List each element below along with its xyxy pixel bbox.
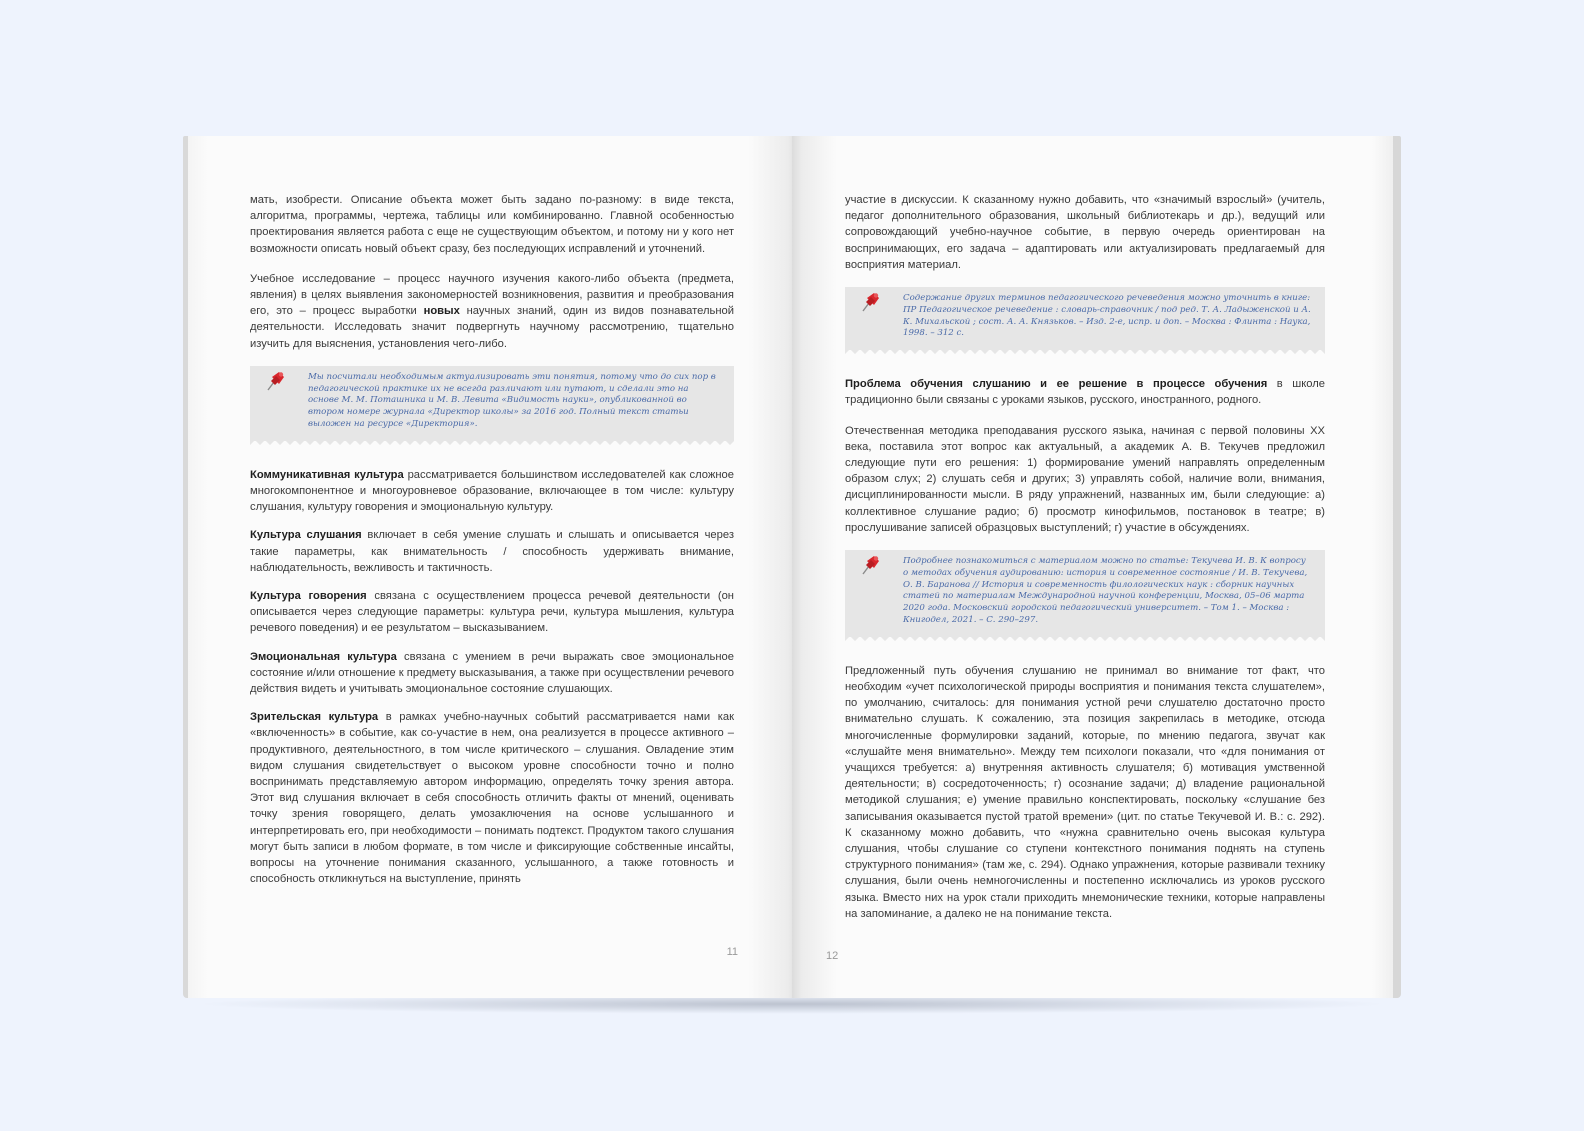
right-page (792, 136, 1401, 998)
page-number-right: 12 (826, 950, 839, 962)
term-communicative: Коммуникативная культура (250, 468, 404, 481)
definition-speaking (250, 588, 734, 637)
research-bold-word: новых (423, 305, 460, 318)
note-callout-left (250, 366, 734, 441)
pushpin-icon (262, 368, 288, 394)
definition-communicative (250, 467, 734, 516)
paragraph-discussion: участие в дискуссии. К сказанному нужно добавить, что «значимый взрослый» (учитель, педагог дополнительного образования, школьный библиотекарь и др.), ведущий или сопровождающий учебно-научное событие, в первую очередь ориентирован на воспринимающих, его задача – адаптировать или актуализировать предлагаемый для восприятия материал. (845, 194, 1325, 271)
problem-text: в школе традиционно были связаны с уроками языков, русского, иностранного, родного. (845, 378, 1325, 407)
pushpin-icon (857, 289, 883, 315)
definition-spectator (250, 709, 734, 887)
note-text-left: Мы посчитали необходимым актуализировать эти понятия, потому что до сих пор в педагогической практике их не всегда различают или путают, и сделали это на основе М. М. Поташника и М. В. Левита «Видимость науки», опубликованной во втором номере журнала «Директор школы» за 2016 год. Полный текст статьи выложен на ресурсе «Директория». (308, 371, 716, 430)
paragraph-research (250, 271, 734, 352)
note-callout-article (845, 550, 1325, 637)
definition-listening (250, 527, 734, 576)
paragraph-design-text: мать, изобрести. Описание объекта может быть задано по-разному: в виде текста, алгоритма, программы, чертежа, таблицы или комбинированно. Главной особенностью проектирования является работа с еще не существующим объектом, и потому ни у кого нет возможности описать новый объект сразу, без последующих исправлений и уточнений. (250, 194, 734, 255)
note-callout-terms (845, 287, 1325, 350)
right-page-content (845, 192, 1325, 936)
definition-text: включает в себя умение слушать и слышать и описывается через такие параметры, как внимательность / способность удерживать внимание, наблюдательность, вежливость и тактичность. (250, 529, 734, 574)
definition-text: связана с умением в речи выражать свое эмоциональное состояние и/или отношение к предмету высказывания, а также при осуществлении речевого действия видеть и учитывать эмоциональное состояние слушающих. (250, 650, 734, 696)
left-page (183, 136, 792, 998)
research-text-after: научных знаний, один из видов познавательной деятельности. Исследовать значит подвергнуть научному рассмотрению, тщательно изучить для выяснения, установления чего-либо. (250, 305, 734, 350)
paragraph-design (250, 192, 734, 257)
definition-text: в рамках учебно-научных событий рассматривается нами как «включенность» в событие, как со-участие в нем, она реализуется в процессе активного – продуктивного, деятельностного, в том числе критического – слушания. Овладение этим видом слушания свидетельствует о высоком уровне способности точно и полно воспринимать представляемую автором информацию, определять точку зрения автора. Этот вид слушания включает в себя способность отличить факты от мнений, оценивать точку зрения говорящего, делать умозаключения на основе услышанного и интерпретировать его, при необходимости – понимать подтекст. Продуктом такого слушания могут быть записи в любом формате, в том числе и фиксирующие собственные инсайты, вопросы на уточнение понимания сказанного, услышанного, а также готовность и способность откликнуться на выступление, принять (250, 711, 734, 886)
definition-text: связана с осуществлением процесса речевой деятельности (он описывается через следующие параметры: культура речи, культура мышления, культура речевого поведения) и ее результатом – высказыванием. (250, 590, 734, 635)
term-speaking: Культура говорения (250, 590, 367, 603)
pushpin-icon (857, 552, 883, 578)
paragraph-methodics: Отечественная методика преподавания русского языка, начиная с первой половины XX века, поставила этот вопрос как актуальный, а академик А. В. Текучев предложил следующие пути его решения: 1) формирование умений направлять определенным образом слух; 2) слушать себя и других; 3) управлять собой, наличие воли, внимания, дисциплинированности мысли. В ряду упражнений, названных им, были следующие: а) коллективное слушание радио; б) просмотр кинофильмов, постановок в театре; в) прослушивание записей образцовых выступлений; г) участие в обсуждениях. (845, 424, 1325, 534)
note-text-terms: Содержание других терминов педагогического речеведения можно уточнить в книге: ПР Педагогическое речеведение : словарь-справочник / под ред. Т. А. Ладыженской и А. К. Михальской ; сост. А. А. Князьков. – Изд. 2-е, испр. и доп. – Москва : Флинта : Наука, 1998. – 312 с. (903, 293, 1311, 339)
definition-text: рассматривается большинством исследователей как сложное многокомпонентное и многоуровневое образование, включающее в том числе: культуру слушания, культуру говорения и эмоциональную культуру. (250, 468, 734, 514)
definition-emotional (250, 649, 734, 698)
term-spectator: Зрительская культура (250, 711, 379, 724)
open-booklet (183, 136, 1401, 1000)
note-text-article: Подробнее познакомиться с материалом можно по статье: Текучева И. В. К вопросу о методах обучения аудированию: история и современное состояние / И. В. Текучева, О. В. Баранова // История и современность филологических наук : сборник научных статей по материалам Международной научной конференции, Москва, 05–06 марта 2020 года. Московский городской педагогический университет. – Том 1. – Москва : Книгодел, 2021. – С. 290–297. (903, 556, 1308, 626)
research-text-before: Учебное исследование – процесс научного изучения какого-либо объекта (предмета, явления) в целях выявления закономерностей возникновения, развития и преобразования его, это – процесс выработки (250, 272, 734, 318)
left-page-content (250, 192, 734, 899)
term-emotional: Эмоциональная культура (250, 650, 397, 663)
term-listening: Культура слушания (250, 529, 362, 542)
paragraph-problem (845, 376, 1325, 408)
page-number-left: 11 (726, 946, 738, 958)
problem-heading: Проблема обучения слушанию и ее решение в процессе обучения (845, 378, 1268, 391)
paragraph-conclusion: Предложенный путь обучения слушанию не принимал во внимание тот факт, что необходим «учет психологической природы восприятия и понимания текста слушателем», по умолчанию, считалось: для понимания устной речи слушателю достаточно просто внимательно слушать. К сожалению, эта позиция закрепилась в методике, отсюда многочисленные формулировки заданий, которые, по мнению педагога, звучат как «слушайте меня внимательно». Между тем психологи показали, что «для понимания от учащихся требуется: а) внутренняя активность слушателя; б) мотивация умственной деятельности; в) сосредоточенность; г) осознание задачи; д) владение рациональной методикой слушания; е) умение правильно конспектировать, поскольку «слушание без записывания оказывается пустой тратой времени» (цит. по статье Текучевой И. В.: с. 292). К сказанному можно добавить, что «нужна сравнительно очень высокая культура слушания, чтобы слушание со ступени контекстного понимания поднять на ступень структурного понимания» (там же, с. 294). Однако упражнения, которые развивали технику слушания, были очень немногочисленны и постепенно исключались из уроков русского языка. Вместо них на урок стали приходить мнемонические техники, которые направлены на запоминание, а далеко не на понимание текста. (845, 664, 1325, 920)
